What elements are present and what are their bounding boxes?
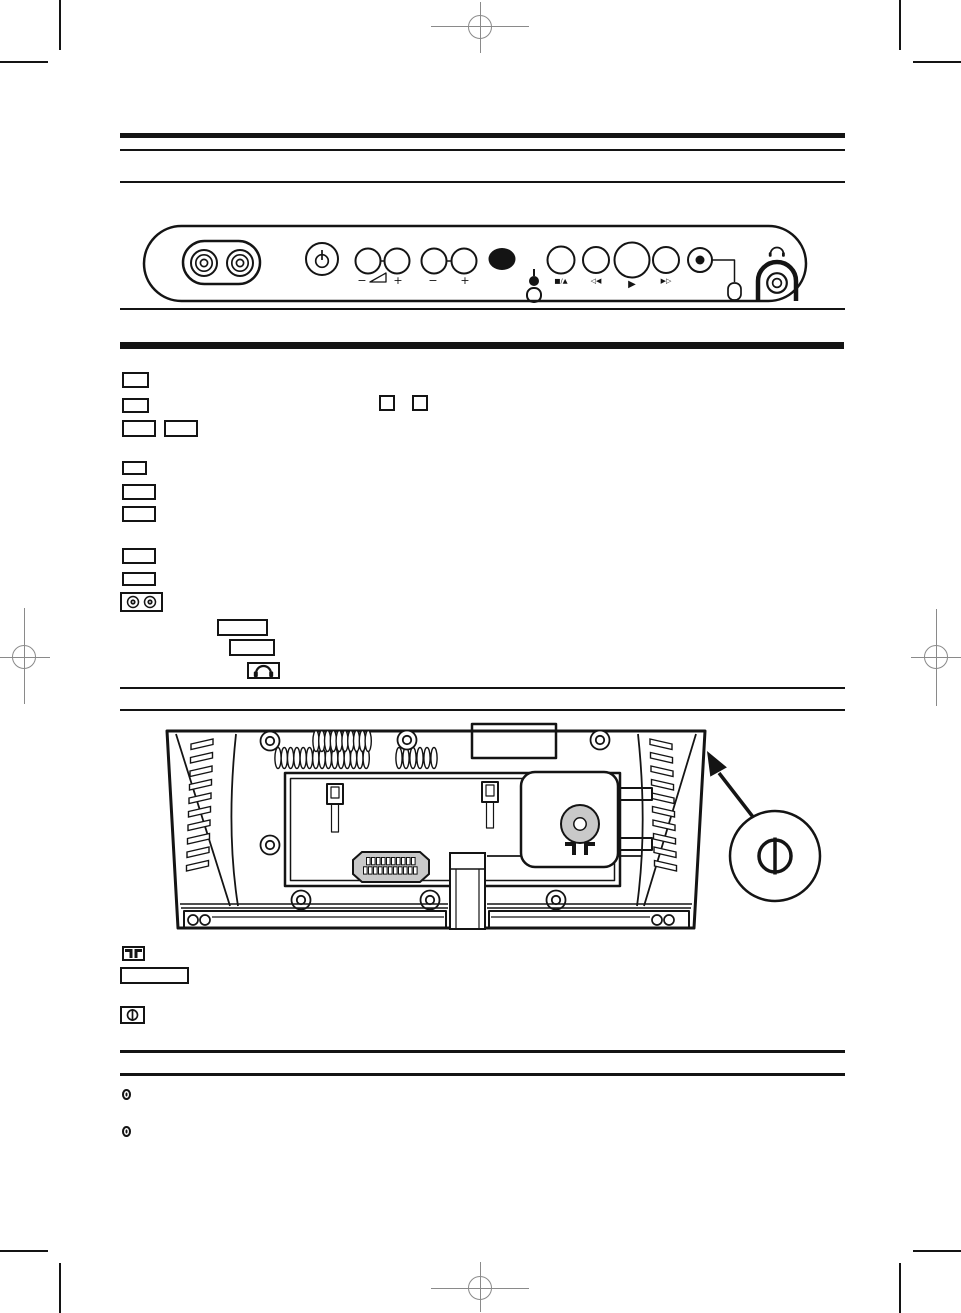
crop-mark-top-right-v [899,0,901,50]
volume-minus-label: − [357,274,367,287]
crop-mark-bottom-right-h [913,1250,961,1252]
registration-bottom-circle [468,1276,492,1300]
section-rule-8 [120,1073,845,1076]
legend-box-5 [122,484,156,500]
legend-box-3a [122,420,156,437]
callout-arrow [707,751,727,777]
antenna-tab [618,788,652,800]
section-rule-3 [120,181,845,183]
wheel [200,915,210,925]
scart-connector [353,852,429,882]
crop-mark-top-right-h [913,61,961,63]
inline-box-1 [379,395,395,411]
program-buttons [422,249,477,288]
legend-box-2 [122,398,149,413]
mains-callout [707,751,820,901]
section-rule-2 [120,149,845,151]
stop-eject-button [548,247,575,274]
standby-power-icon [316,250,329,267]
mains-cord-recess [472,724,556,758]
rear-right-vents [650,739,677,871]
volume-buttons [356,249,410,288]
stop-eject-label: ■/▲ [554,277,568,285]
mains-plug-icon [122,1008,143,1022]
legend-mains-box [120,1006,145,1024]
play-label: ▶ [628,279,636,290]
panel-post [482,782,498,828]
section-rule-5 [120,687,845,689]
volume-wedge-icon [370,273,386,282]
crop-mark-bottom-left-v [59,1263,61,1313]
legend-box-9 [217,619,268,636]
bottom-strip [180,904,692,928]
program-minus-label: − [428,274,438,287]
crop-mark-top-left-h [0,61,48,63]
headphone-icon [769,248,785,257]
crop-mark-bottom-left-h [0,1250,48,1252]
legend-av-jacks-box [120,592,163,612]
power-indicator [527,269,541,302]
program-down-button [422,249,447,274]
legend-box-6 [122,506,156,522]
rca-pair-icon [122,594,161,610]
registration-left-circle [12,645,36,669]
rewind-button [583,247,609,273]
antenna-tab [618,838,652,850]
program-up-button [452,249,477,274]
section-rule-7 [120,1050,845,1053]
legend-antenna-box [122,946,145,961]
play-button [615,243,650,278]
legend-box-8 [122,572,156,586]
antenna-input [521,772,618,867]
wheel [652,915,662,925]
rca-jack-icon [227,250,253,276]
volume-down-button [356,249,381,274]
legend-headphone-box [247,662,280,679]
panel-post [327,784,343,832]
rf-aerial-icon [124,948,143,959]
record-indicator [728,283,741,300]
section-divider-bar [120,342,844,349]
headphone-icon [249,664,278,677]
legend-box-4 [122,461,147,475]
registration-top-circle [468,15,492,39]
rewind-label: ◁◀ [590,277,602,285]
legend-box-10 [229,639,275,656]
av-input-jacks [183,241,260,284]
record-button [688,248,741,300]
transport-buttons [548,243,680,291]
wheel [188,915,198,925]
note-bullet [122,1089,131,1100]
section-rule-1 [120,133,845,138]
volume-up-button [385,249,410,274]
note-bullet [122,1126,131,1137]
rear-panel-diagram [150,713,830,948]
forward-label: ▶▷ [660,277,672,285]
inline-box-2 [412,395,428,411]
crop-mark-top-left-v [59,0,61,50]
forward-button [653,247,679,273]
legend-box-3b [164,420,198,437]
wheel [664,915,674,925]
registration-right-circle [924,645,948,669]
cable-channel [450,853,485,929]
program-plus-label: + [460,274,470,287]
legend-box-11 [120,967,189,984]
eject-button [489,248,516,270]
section-rule-6 [120,709,845,711]
rear-left-vents [187,739,214,871]
volume-plus-label: + [393,274,403,287]
rca-jack-icon [191,250,217,276]
front-panel-diagram [138,218,814,310]
power-button [306,243,338,275]
legend-box-7 [122,548,156,564]
legend-box-1 [122,372,149,388]
crop-mark-bottom-right-v [899,1263,901,1313]
